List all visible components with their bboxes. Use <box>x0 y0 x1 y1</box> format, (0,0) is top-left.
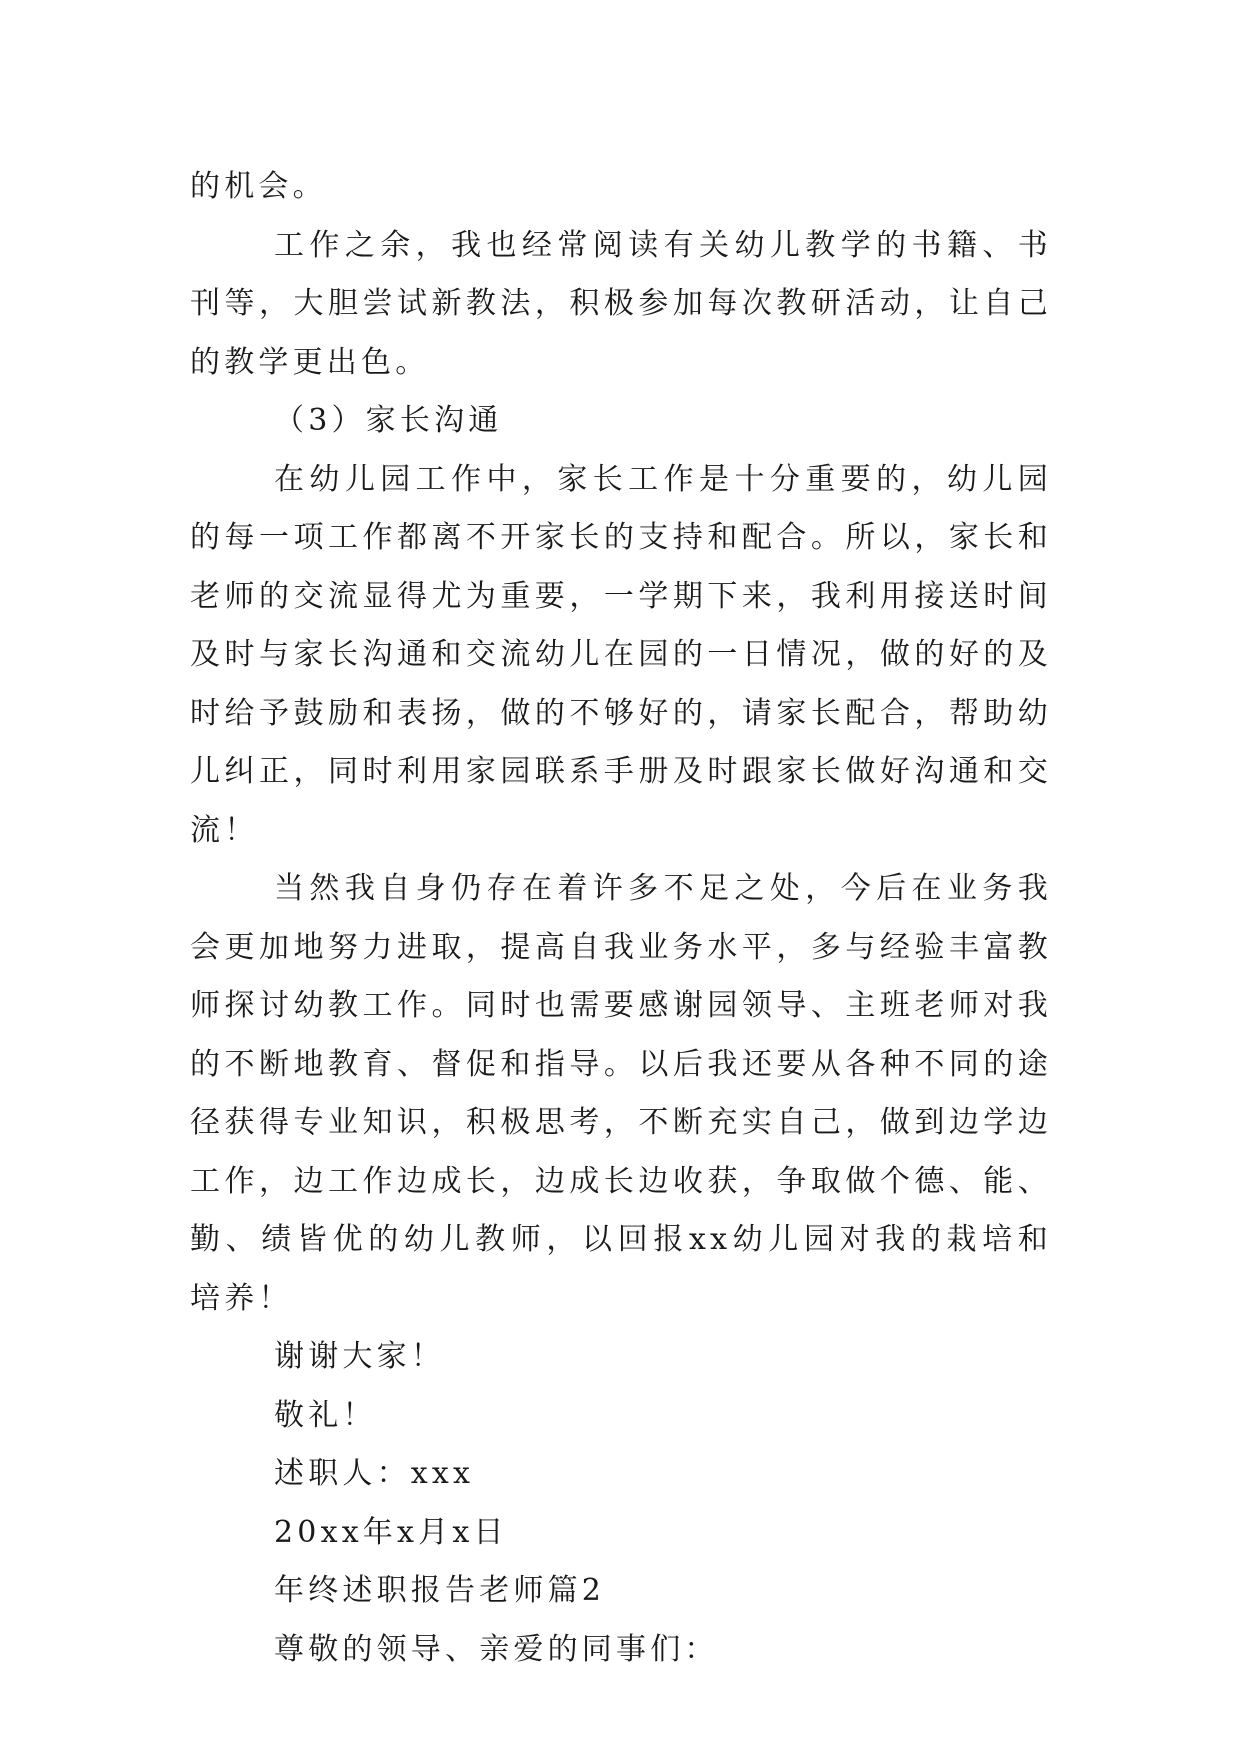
report-date: 20xx年x月x日 <box>274 1514 508 1550</box>
reporter-signature: 述职人：xxx <box>274 1456 475 1491</box>
document-body <box>190 158 1052 1679</box>
paragraph-thanks: 谢谢大家！ <box>274 1339 445 1374</box>
paragraph-salute: 敬礼！ <box>274 1397 377 1433</box>
greeting-line: 尊敬的领导、亲爱的同事们： <box>274 1631 719 1667</box>
paragraph-reading: 工作之余，我也经常阅读有关幼儿教学的书籍、书刊等，大胆尝试新教法，积极参加每次教研活动，让自己的教学更出色。 <box>190 227 1052 380</box>
section-title: 年终述职报告老师篇2 <box>274 1573 606 1608</box>
section-heading-parent-communication: （3）家长沟通 <box>274 403 503 438</box>
paragraph-continued: 的机会。 <box>190 169 327 204</box>
paragraph-parent-work: 在幼儿园工作中，家长工作是十分重要的，幼儿园的每一项工作都离不开家长的支持和配合。所以，家长和老师的交流显得尤为重要，一学期下来，我利用接送时间及时与家长沟通和交流幼儿在园的一日情况，做的好的及时给予鼓励和表扬，做的不够好的，请家长配合，帮助幼儿纠正，同时利用家园联系手册及时跟家长做好沟通和交流！ <box>190 461 1052 848</box>
paragraph-shortcomings: 当然我自身仍存在着许多不足之处，今后在业务我会更加地努力进取，提高自我业务水平，多与经验丰富教师探讨幼教工作。同时也需要感谢园领导、主班老师对我的不断地教育、督促和指导。以后我还要从各种不同的途径获得专业知识，积极思考，不断充实自己，做到边学边工作，边工作边成长，边成长边收获，争取做个德、能、勤、绩皆优的幼儿教师，以回报xx幼儿园对我的栽培和培养！ <box>190 871 1052 1316</box>
